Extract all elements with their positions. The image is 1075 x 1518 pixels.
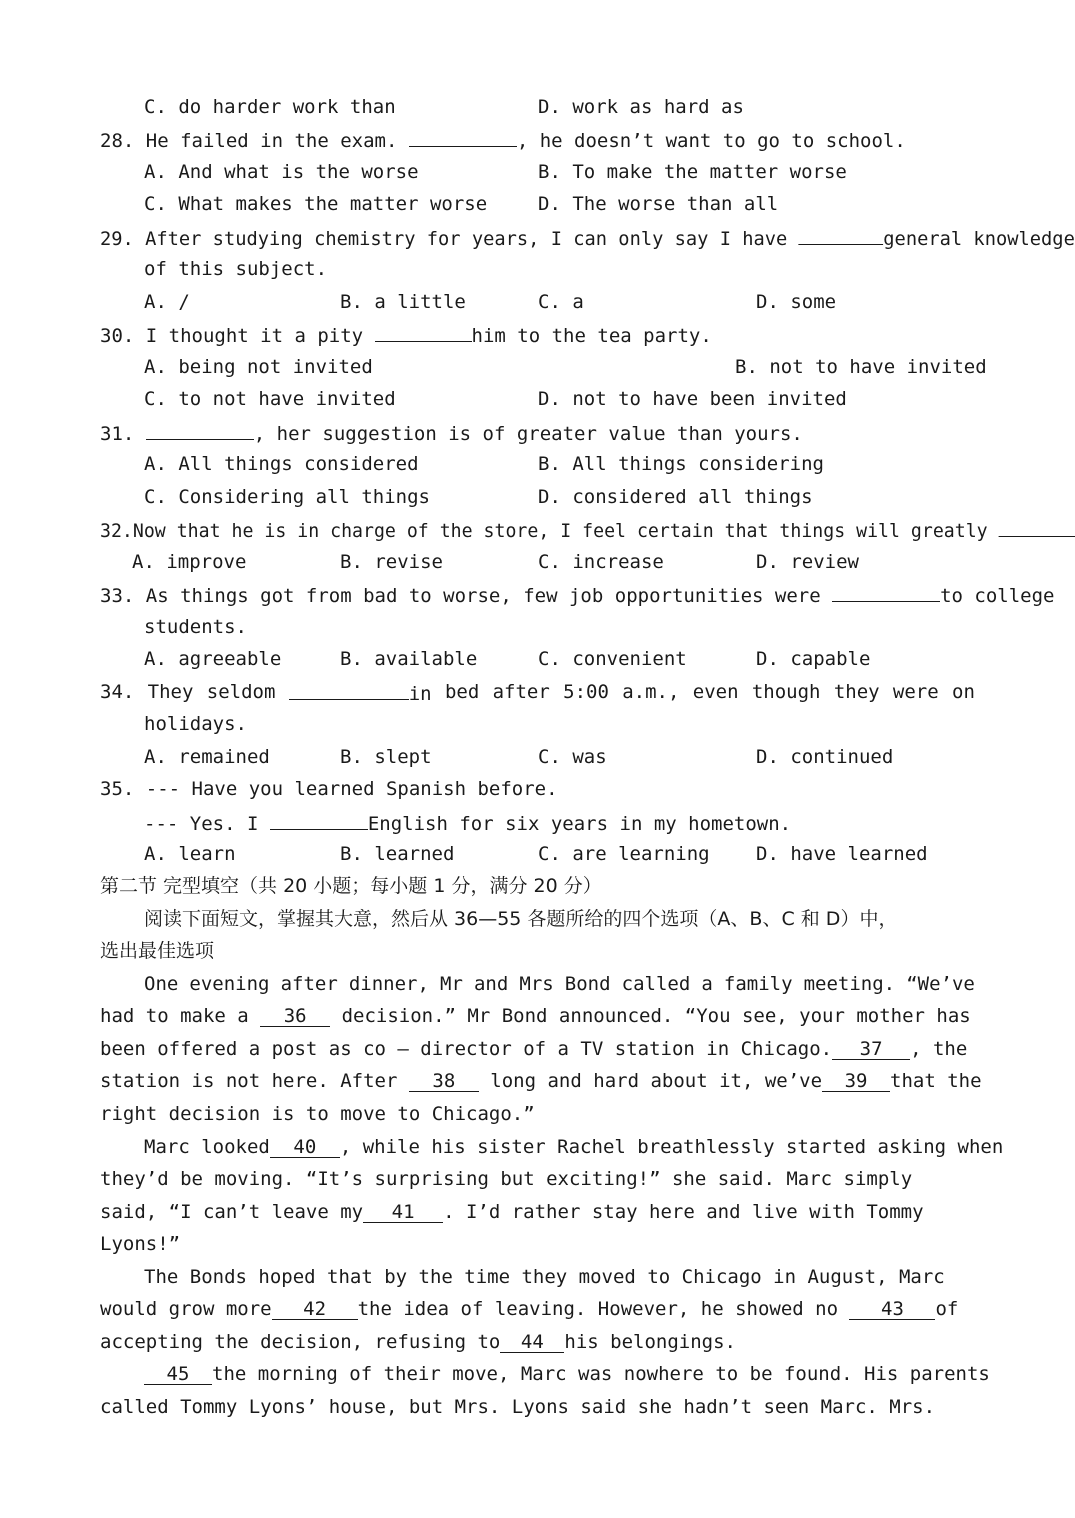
q31-option-a: A. All things considered [144,453,419,475]
q28-option-a: A. And what is the worse [144,161,419,183]
q34-option-d: D. continued [756,746,894,768]
q32-option-d: D. review [756,551,859,573]
q28-option-d: D. The worse than all [538,193,779,215]
q27-option-c: C. do harder work than [144,96,396,118]
answer-blank [375,321,472,342]
q33-option-d: D. capable [756,648,871,670]
q33-option-b: B. available [340,648,478,670]
q33-stem: 33. As things got from bad to worse, few job opportunities were to college [100,581,1054,607]
q34-stem: 34. They seldom in bed after 5:00 a.m., even though they were on [100,681,975,705]
answer-blank [999,516,1075,537]
blank-39: 39 [822,1071,890,1092]
answer-blank [832,581,940,602]
q33-stem-line2: students. [144,616,247,638]
section-instructions: 阅读下面短文，掌握其大意，然后从 36—55 各题所给的四个选项（A、B、C 和 D）中， [144,908,898,930]
q33-option-a: A. agreeable [144,648,282,670]
q35-line1: 35. --- Have you learned Spanish before. [100,778,558,800]
q31-option-b: B. All things considering [538,453,824,475]
q35-option-c: C. are learning [538,843,710,865]
q34-option-b: B. slept [340,746,432,768]
q31-option-c: C. Considering all things [144,486,430,508]
blank-44: 44 [500,1332,564,1353]
passage-p1-line5: right decision is to move to Chicago.” [100,1103,535,1125]
blank-41: 41 [363,1202,443,1223]
q30-stem: 30. I thought it a pity him to the tea party. [100,321,712,347]
passage-p2-line1: Marc looked 40 , while his sister Rachel breathlessly started asking when [144,1136,1004,1158]
q30-option-d: D. not to have been invited [538,388,847,410]
q29-stem-line2: of this subject. [144,258,328,280]
answer-blank [799,224,884,245]
passage-p3-line1: The Bonds hoped that by the time they moved to Chicago in August, Marc [144,1266,945,1288]
blank-42: 42 [272,1299,358,1320]
q29-option-d: D. some [756,291,837,313]
q29-stem: 29. After studying chemistry for years, I can only say I have general knowledge [100,224,1075,250]
q30-option-a: A. being not invited [144,356,373,378]
blank-38: 38 [409,1071,479,1092]
passage-p1-line2: had to make a 36 decision.” Mr Bond announced. “You see, your mother has [100,1005,971,1027]
passage-p1-line3: been offered a post as co – director of a TV station in Chicago. 37 , the [100,1038,968,1060]
answer-blank [409,126,517,147]
blank-40: 40 [270,1137,340,1158]
q28-option-b: B. To make the matter worse [538,161,847,183]
blank-45: 45 [144,1364,212,1385]
passage-p2-line2: they’d be moving. “It’s surprising but exciting!” she said. Marc simply [100,1168,913,1190]
blank-43: 43 [849,1299,935,1320]
q30-option-b: B. not to have invited [735,356,987,378]
q32-stem: 32.Now that he is in charge of the store, I feel certain that things will greatly [100,516,1075,542]
q32-option-b: B. revise [340,551,443,573]
section-title: 第二节 完型填空（共 20 小题；每小题 1 分，满分 20 分） [100,875,602,897]
q29-option-a: A. / [144,291,190,313]
section-instructions-line2: 选出最佳选项 [100,940,215,962]
q34-stem-line2: holidays. [144,713,247,735]
q35-option-a: A. learn [144,843,236,865]
q35-line2: --- Yes. I English for six years in my hometown. [144,809,791,835]
passage-p4-line1: 45 the morning of their move, Marc was nowhere to be found. His parents [144,1361,990,1387]
passage-p3-line2: would grow more 42 the idea of leaving. However, he showed no 43 of [100,1298,959,1320]
q32-option-c: C. increase [538,551,664,573]
q32-option-a: A. improve [132,551,247,573]
passage-p3-line3: accepting the decision, refusing to 44 his belongings. [100,1331,736,1353]
passage-p1-line4: station is not here. After 38 long and hard about it, we’ve 39 that the [100,1070,982,1092]
passage-p4-line2: called Tommy Lyons’ house, but Mrs. Lyons said she hadn’t seen Marc. Mrs. [100,1396,936,1418]
answer-blank [270,809,368,830]
q33-option-c: C. convenient [538,648,687,670]
q31-option-d: D. considered all things [538,486,813,508]
q34-option-a: A. remained [144,746,270,768]
answer-blank [289,679,409,700]
answer-blank [146,419,254,440]
q28-option-c: C. What makes the matter worse [144,193,488,215]
blank-36: 36 [260,1006,330,1027]
q27-option-d: D. work as hard as [538,96,744,118]
q28-stem: 28. He failed in the exam. , he doesn’t want to go to school. [100,126,906,152]
q29-option-b: B. a little [340,291,466,313]
q35-option-b: B. learned [340,843,455,865]
passage-p1-line1: One evening after dinner, Mr and Mrs Bond called a family meeting. “We’ve [144,973,975,995]
q30-option-c: C. to not have invited [144,388,396,410]
blank-37: 37 [832,1039,910,1060]
passage-p2-line4: Lyons!” [100,1233,181,1255]
q35-option-d: D. have learned [756,843,928,865]
q34-option-c: C. was [538,746,607,768]
q31-stem: 31. , her suggestion is of greater value than yours. [100,419,803,445]
passage-p2-line3: said, “I can’t leave my 41 . I’d rather stay here and live with Tommy [100,1201,924,1223]
q29-option-c: C. a [538,291,584,313]
